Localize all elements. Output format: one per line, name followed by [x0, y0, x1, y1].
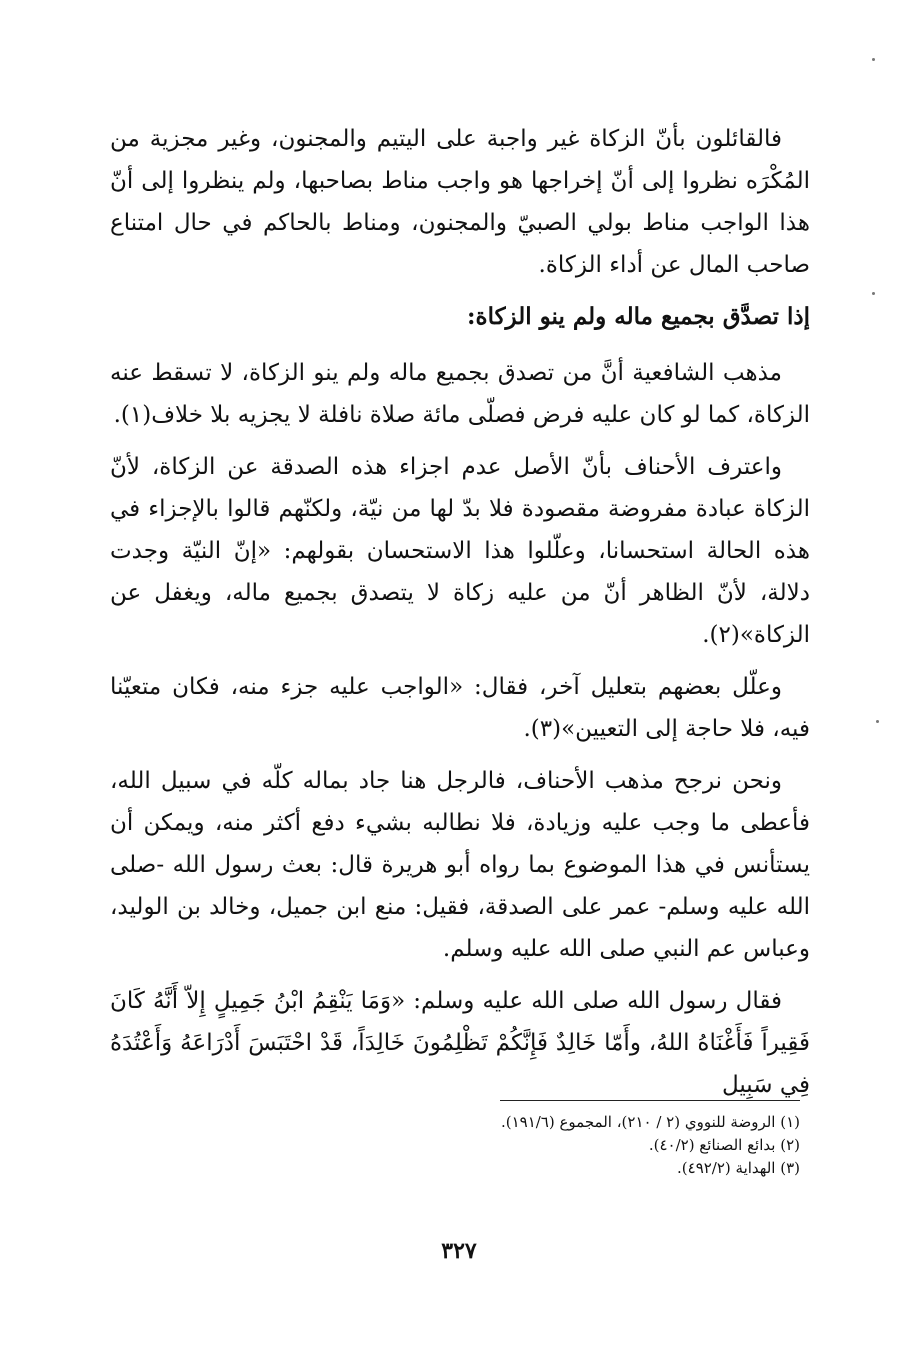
paragraph-1: فالقائلون بأنّ الزكاة غير واجبة على اليتيم والمجنون، وغير مجزية من المُكْرَه نظروا إلى أنّ إخراجها هو واجب مناط بصاحبها، ولم ينظروا إلى أنّ هذا الواجب مناط بولي الصبيّ والمجنون، ومناط بالحاكم في حال امتناع صاحب المال عن أداء الزكاة. — [110, 126, 810, 278]
paragraph-3: واعترف الأحناف بأنّ الأصل عدم اجزاء هذه الصدقة عن الزكاة، لأنّ الزكاة عبادة مفروضة مقصودة فلا بدّ لها من نيّة، ولكنّهم قالوا بالإجزاء في هذه الحالة استحسانا، وعلّلوا هذا الاستحسان بقولهم: «إنّ النيّة وجدت دلالة، لأنّ الظاهر أنّ من عليه زكاة لا يتصدق بجميع ماله، ويغفل عن الزكاة»(٢). — [110, 454, 810, 648]
footnote-divider — [500, 1100, 800, 1101]
paragraph-2: مذهب الشافعية أنَّ من تصدق بجميع ماله ولم ينو الزكاة، لا تسقط عنه الزكاة، كما لو كان عليه فرض فصلّى مائة صلاة نافلة لا يجزيه بلا خلاف(١). — [110, 360, 810, 428]
scan-speck — [872, 292, 875, 295]
paragraph-6-hadith: فقال رسول الله صلى الله عليه وسلم: «وَمَا يَنْقِمُ ابْنُ جَمِيلٍ إِلاّ أَنَّهُ كَانَ فَقِيراً فَأَغْنَاهُ اللهُ، وأَمّا خَالِدٌ فَإِنَّكُمْ تَظْلِمُونَ خَالِدَاً، قَدْ احْتَبَسَ أَدْرَاعَهُ وَأَعْتُدَهُ فِي سَبِيل — [110, 988, 810, 1098]
footnotes — [410, 1100, 800, 1180]
footnote-2: (٢) بدائع الصنائع (٤٠/٢). — [648, 1136, 800, 1154]
scan-speck — [876, 720, 879, 723]
scan-speck — [872, 58, 875, 61]
footnote-1: (١) الروضة للنووي (٢ / ٢١٠)، المجموع (١٩١/٦). — [500, 1113, 800, 1131]
main-text — [110, 118, 810, 1106]
section-heading: إذا تصدَّق بجميع ماله ولم ينو الزكاة: — [467, 303, 810, 330]
footnote-3: (٣) الهداية (٤٩٢/٢). — [677, 1159, 800, 1177]
paragraph-5: ونحن نرجح مذهب الأحناف، فالرجل هنا جاد بماله كلّه في سبيل الله، فأعطى ما وجب عليه وزيادة، فلا نطالبه بشيء دفع أكثر منه، ويمكن أن يستأنس في هذا الموضوع بما رواه أبو هريرة قال: بعث رسول الله -صلى الله عليه وسلم- عمر على الصدقة، فقيل: منع ابن جميل، وخالد بن الوليد، وعباس عم النبي صلى الله عليه وسلم. — [110, 768, 810, 962]
page-number: ٣٢٧ — [441, 1238, 477, 1264]
paragraph-4: وعلّل بعضهم بتعليل آخر، فقال: «الواجب عليه جزء منه، فكان متعيّنا فيه، فلا حاجة إلى التعيين»(٣). — [110, 674, 810, 742]
